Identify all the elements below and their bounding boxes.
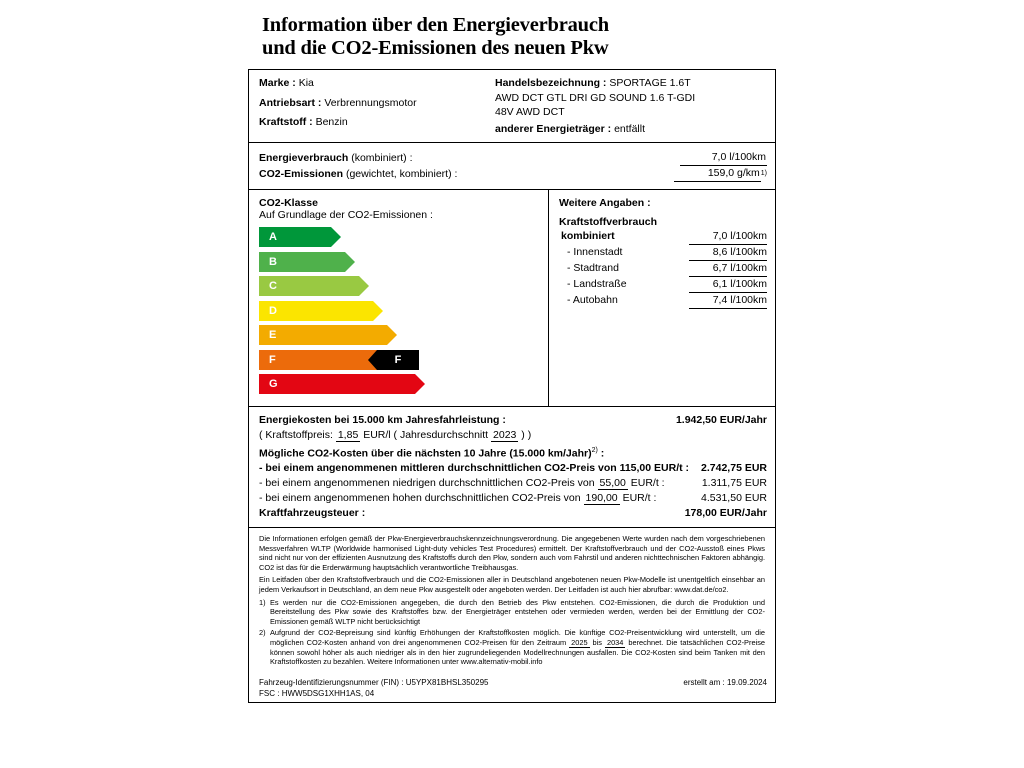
co2-class-marker: F [377, 350, 419, 370]
fin-label: Fahrzeug-Identifizierungsnummer (FIN) : [259, 677, 404, 687]
co2-costs-high-label-pre: - bei einem angenommenen hohen durchschnittlichen CO2-Preis von [259, 492, 581, 504]
kraftstoff-value: Benzin [315, 116, 348, 128]
footnote-2-number: 2) [259, 628, 266, 638]
handelsbezeichnung-label: Handelsbezeichnung : [495, 77, 607, 89]
weitere-angaben-panel [549, 190, 775, 406]
energy-costs-value: 1.942,50 EUR/Jahr [675, 413, 767, 426]
fsc-label: FSC : [259, 688, 280, 698]
marke-value: Kia [298, 77, 314, 89]
co2-class-bar-shape [259, 276, 359, 296]
co2-costs-low-row [259, 476, 767, 491]
vehicle-tax-value: 178,00 EUR/Jahr [684, 507, 767, 519]
co2-class-bars [259, 226, 540, 395]
co2-class-bar-label: C [269, 280, 277, 292]
co2-class-bar-d [259, 300, 540, 322]
handelsbezeichnung-value-1: SPORTAGE 1.6T [609, 77, 691, 89]
footnote-1-text: Es werden nur die CO2-Emissionen angegeben, die durch den Betrieb des Pkw entstehen. CO2-Emissionen, die durch die Produktion und Bereitstellung des Pkw sowie des Kraftstoffes bzw. der Energieträger entstehen oder vermieden werden, werden bei der Ermittlung der CO2-Emissionen gemäß WLTP nicht berücksichtigt [270, 597, 765, 626]
fuel-price-year: 2023 [493, 428, 517, 441]
co2-emissions-label: CO2-Emissionen [259, 168, 344, 180]
created-label: erstellt am : [683, 677, 725, 687]
co2-costs-high-price: 190,00 [585, 492, 618, 504]
footnote-1 [259, 598, 765, 627]
co2-class-bar-a [259, 226, 540, 248]
kraftstoffverbrauch-rows [559, 245, 767, 309]
antriebsart-label: Antriebsart : [259, 96, 322, 109]
energy-consumption-row [259, 150, 767, 166]
costs-section [248, 406, 776, 528]
energy-costs-label: Energiekosten bei 15.000 km Jahresfahrleistung : [259, 413, 506, 426]
fuel-price-pre: ( Kraftstoffpreis: [259, 428, 333, 441]
co2-class-title: CO2-Klasse [259, 197, 318, 209]
footnote-2-text-a: Aufgrund der CO2-Bepreisung sind künftig Erhöhungen der Kraftstoffkosten möglich. Die künftige CO2-Preisentwicklung wird unterstellt, um die möglichen CO2-Kosten anhand von drei angenommenen CO2-Preisen für den Zeitraum [270, 628, 765, 647]
kraftstoffverbrauch-combined-row [559, 229, 767, 245]
co2-class-bar-label: A [269, 231, 277, 243]
notes-paragraph-2: Ein Leitfaden über den Kraftstoffverbrauch und die CO2-Emissionen aller in Deutschland angebotenen neuen Pkw-Modelle ist unentgeltlich einsehbar an jedem Verkaufsort in Deutschland, an dem neue Pkw ausgestellt oder angeboten werden. Der Leitfaden ist auch hier abrufbar: www.dat.de/co2. [259, 575, 765, 594]
co2-costs-colon: : [597, 447, 605, 459]
notes-paragraph-1: Die Informationen erfolgen gemäß der Pkw-Energieverbrauchskennzeichnungsverordnung. Die angegebenen Werte wurden nach dem vorgeschriebenen Messverfahren WLTP (Worldwide harmonised Light-duty vehicles Test Procedures) ermittelt. Der Kraftstoffverbrauch und der CO2-Ausstoß eines Pkws sind nicht nur von der effizienten Ausnutzung des Kraftstoffs durch den Pkw, sondern auch vom Fahrstil und anderen nichttechnischen Faktoren abhängig. CO2 ist das für die Erderwärmung hauptsächlich verantwortliche Treibhausgas. [259, 534, 765, 572]
kraftstoffverbrauch-row-value: 6,7 l/100km [689, 261, 767, 277]
co2-class-bar-g [259, 373, 540, 395]
kraftstoffverbrauch-row [559, 245, 767, 261]
co2-emissions-row [259, 166, 767, 182]
footnote-2-text-c: berechnet. Die tatsächlichen CO2-Preise können sowohl höher als auch niedriger als in den hier zugrundeliegenden Modellrechnungen ausfallen. Die CO2-Kosten sind beim Tanken mit den Kraftstoffkosten zu bezahlen. Weitere Informationen unter www.alternativ-mobil.info [270, 637, 766, 667]
co2-costs-mid-label: - bei einem angenommenen mittleren durchschnittlichen CO2-Preis von 115,00 EUR/t : [259, 462, 690, 474]
co2-costs-mid-row [259, 461, 767, 476]
fin-value: U5YPX81BHSL350295 [405, 677, 489, 687]
notes-section [248, 527, 776, 673]
co2-costs-high-label-post: EUR/t : [622, 492, 657, 504]
co2-costs-low-value: 1.311,75 EUR [701, 477, 767, 489]
antriebsart-value: Verbrennungsmotor [324, 96, 417, 109]
footnote-2-year-2: 2034 [606, 637, 624, 647]
co2-costs-footnote-ref: 2) [591, 446, 598, 454]
co2-costs-header-row [259, 443, 767, 462]
co2-costs-low-label-post: EUR/t : [630, 477, 665, 489]
fuel-price-mid: EUR/l ( Jahresdurchschnitt [363, 428, 489, 441]
vehicle-section [248, 69, 776, 142]
co2-class-bar-shape [259, 252, 345, 272]
kraftstoffverbrauch-row [559, 261, 767, 277]
co2-class-panel [249, 190, 549, 406]
vehicle-right [495, 76, 767, 136]
anderer-energietraeger-value: entfällt [614, 122, 645, 135]
fuel-price-row [259, 428, 767, 443]
document-footer [248, 673, 776, 703]
vehicle-tax-row [259, 506, 767, 521]
page-title-line1: Information über den Energieverbrauch [262, 14, 609, 36]
created-value: 19.09.2024 [726, 677, 767, 687]
co2-class-subtitle: Auf Grundlage der CO2-Emissionen : [259, 209, 433, 221]
co2-class-bar-label: D [269, 304, 277, 317]
handelsbezeichnung-value-3: 48V AWD DCT [495, 106, 565, 118]
kraftstoffverbrauch-row [559, 277, 767, 293]
kraftstoffverbrauch-row-label: - Landstraße [567, 278, 627, 290]
co2-emissions-value: 159,0 g/km [674, 166, 761, 182]
co2-class-bar-shape [259, 325, 387, 345]
co2-class-bar-label: B [269, 255, 277, 268]
co2-costs-high-row [259, 491, 767, 506]
co2-class-bar-label: F [269, 353, 276, 366]
co2-emissions-sublabel: (gewichtet, kombiniert) : [345, 168, 458, 180]
footnote-2 [259, 628, 765, 666]
co2-costs-label: Mögliche CO2-Kosten über die nächsten 10 Jahre (15.000 km/Jahr) [259, 447, 592, 459]
co2-class-bar-b [259, 251, 540, 273]
fsc-value: HWW5DSG1XHH1AS, 04 [281, 688, 375, 698]
vehicle-left [259, 76, 495, 136]
co2-costs-low-label-pre: - bei einem angenommenen niedrigen durchschnittlichen CO2-Preis von [259, 477, 595, 489]
kraftstoffverbrauch-row-value: 7,4 l/100km [689, 293, 767, 309]
co2-costs-mid-value: 2.742,75 EUR [701, 462, 767, 474]
footnote-2-text [270, 628, 765, 666]
co2-class-section [248, 189, 776, 406]
kraftstoffverbrauch-row-value: 6,1 l/100km [689, 277, 767, 293]
co2-class-bar-label: G [269, 378, 278, 390]
co2-class-bar-shape [259, 227, 331, 247]
kraftstoffverbrauch-row [559, 293, 767, 309]
anderer-energietraeger-label: anderer Energieträger : [495, 122, 612, 135]
co2-class-bar-f [259, 349, 540, 371]
energy-consumption-label: Energieverbrauch [259, 152, 349, 164]
kraftstoffverbrauch-combined-value: 7,0 l/100km [689, 229, 767, 245]
co2-class-bar-label: E [269, 329, 277, 341]
handelsbezeichnung-value-2: AWD DCT GTL DRI GD SOUND 1.6 T-GDI [495, 91, 696, 104]
co2-class-bar-c [259, 275, 540, 297]
marke-label: Marke : [259, 77, 296, 89]
kraftstoffverbrauch-label-1: Kraftstoffverbrauch [559, 216, 658, 228]
co2-class-bar-shape [259, 301, 373, 321]
co2-class-bar-shape [259, 374, 415, 394]
page-title-line2: und die CO2-Emissionen des neuen Pkw [262, 37, 609, 59]
co2-costs-low-price: 55,00 [599, 477, 626, 489]
co2-costs-high-value: 4.531,50 EUR [701, 492, 767, 504]
energy-consumption-sublabel: (kombiniert) : [351, 152, 413, 164]
kraftstoffverbrauch-label-2: kombiniert [561, 230, 615, 242]
kraftstoffverbrauch-row-value: 8,6 l/100km [689, 245, 767, 261]
footnote-2-year-1: 2025 [571, 637, 588, 647]
footnote-2-text-b: bis [592, 637, 602, 647]
consumption-section [248, 142, 776, 189]
footnote-1-number: 1) [259, 597, 266, 607]
kraftstoffverbrauch-row-label: - Stadtrand [567, 262, 619, 274]
energy-consumption-value: 7,0 l/100km [680, 150, 767, 166]
fuel-price-post: ) ) [521, 428, 532, 441]
vehicle-tax-label: Kraftfahrzeugsteuer : [259, 507, 366, 519]
co2-class-bar-e [259, 324, 540, 346]
fuel-price-value: 1,85 [337, 428, 359, 441]
kraftstoffverbrauch-row-label: - Innenstadt [567, 246, 623, 258]
co2-emissions-footnote-ref: 1) [760, 170, 767, 177]
page-title [262, 14, 776, 60]
energy-label-document [248, 8, 776, 760]
kraftstoff-label: Kraftstoff : [259, 116, 313, 128]
energy-costs-row [259, 413, 767, 428]
kraftstoffverbrauch-row-label: - Autobahn [567, 294, 618, 306]
weitere-angaben-title: Weitere Angaben : [559, 197, 651, 209]
